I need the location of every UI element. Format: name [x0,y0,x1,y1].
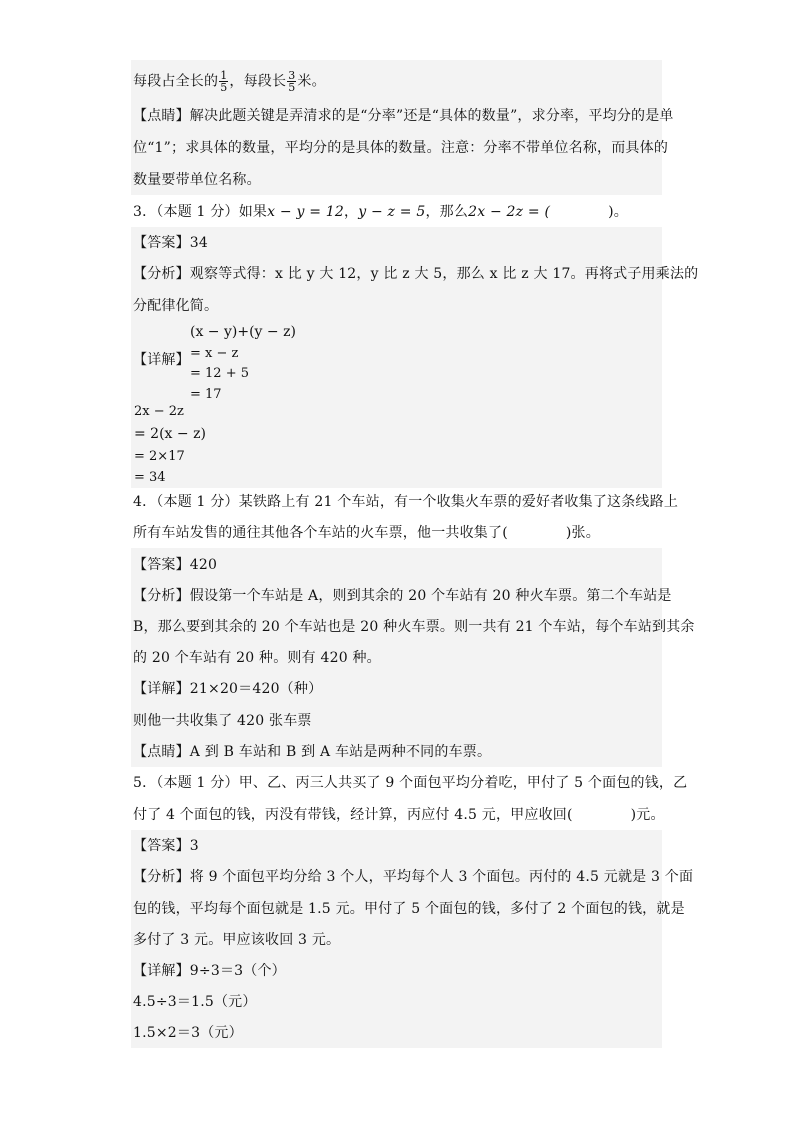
calc-step: 2x − 2z [134,404,184,419]
analysis-text: 分配律化简。 [133,298,219,314]
tip-text: 【点睛】A 到 B 车站和 B 到 A 车站是两种不同的车票。 [133,744,492,760]
analysis-text: 包的钱，平均每个面包就是 1.5 元。甲付了 5 个面包的钱，多付了 2 个面包的钱，就是 [133,901,685,917]
question-5-stem: 付了 4 个面包的钱，丙没有带钱，经计算，丙应付 4.5 元，甲应收回( )元。 [133,807,665,823]
tip-text: 【点睛】解决此题关键是弄清求的是“分率”还是“具体的数量”，求分率，平均分的是单 [133,108,674,124]
question-4-stem: 所有车站发售的通往其他各个车站的火车票，他一共收集了( )张。 [133,525,600,541]
fraction: $\frac{1}{5}$ [220,69,228,94]
analysis-text: 【分析】观察等式得：x 比 y 大 12，y 比 z 大 5，那么 x 比 z 大 17。再将式子用乘法的 [133,266,699,282]
answer-label: 【答案】34 [133,235,209,251]
calc-step: (x − y)+(y − z) [190,324,296,340]
tip-text: 位“1”；求具体的数量，平均分的是具体的数量。注意：分率不带单位名称，而具体的 [133,140,669,156]
question-5-stem: 5．（本题 1 分）甲、乙、丙三人共买了 9 个面包平均分着吃，甲付了 5 个面包的钱，乙 [133,775,688,791]
detail-text: 1.5×2＝3（元） [133,1025,243,1041]
analysis-text: B，那么要到其余的 20 个车站也是 20 种火车票。则一共有 21 个车站，每个车站到其余 [133,619,695,635]
analysis-text: 【分析】假设第一个车站是 A，则到其余的 20 个车站有 20 种火车票。第二个车站是 [133,588,672,604]
detail-text: 【详解】9÷3＝3（个） [133,963,286,979]
detail-text: 4.5÷3＝1.5（元） [133,994,257,1010]
fraction-line: 每段占全长的 $\frac{1}{5}$ ，每段长 $\frac{3}{5}$ 米。 [133,69,326,94]
answer-label: 【答案】3 [133,838,199,854]
calc-step: = 12 + 5 [190,366,249,381]
fraction: $\frac{3}{5}$ [288,69,296,94]
question-3-stem: 3．（本题 1 分）如果x − y = 12，y − z = 5，那么2x − 2z = ( )。 [133,204,628,220]
analysis-text: 【分析】将 9 个面包平均分给 3 个人，平均每个人 3 个面包。丙付的 4.5 元就是 3 个面 [133,869,694,885]
calc-step: = 2(x − z) [134,426,206,442]
answer-label: 【答案】420 [133,557,218,573]
analysis-text: 多付了 3 元。甲应该收回 3 元。 [133,932,341,948]
analysis-text: 的 20 个车站有 20 种。则有 420 种。 [133,650,381,666]
detail-text: 则他一共收集了 420 张车票 [133,713,312,729]
detail-label: 【详解】 [133,352,190,368]
question-4-stem: 4．（本题 1 分）某铁路上有 21 个车站，有一个收集火车票的爱好者收集了这条线路上 [133,494,679,510]
calc-step: = 34 [134,470,166,485]
detail-text: 【详解】21×20＝420（种） [133,681,323,697]
calc-step: = x − z [190,346,239,361]
tip-text: 数量要带单位名称。 [133,172,261,188]
calc-step: = 17 [190,387,222,402]
calc-step: = 2×17 [134,449,185,464]
